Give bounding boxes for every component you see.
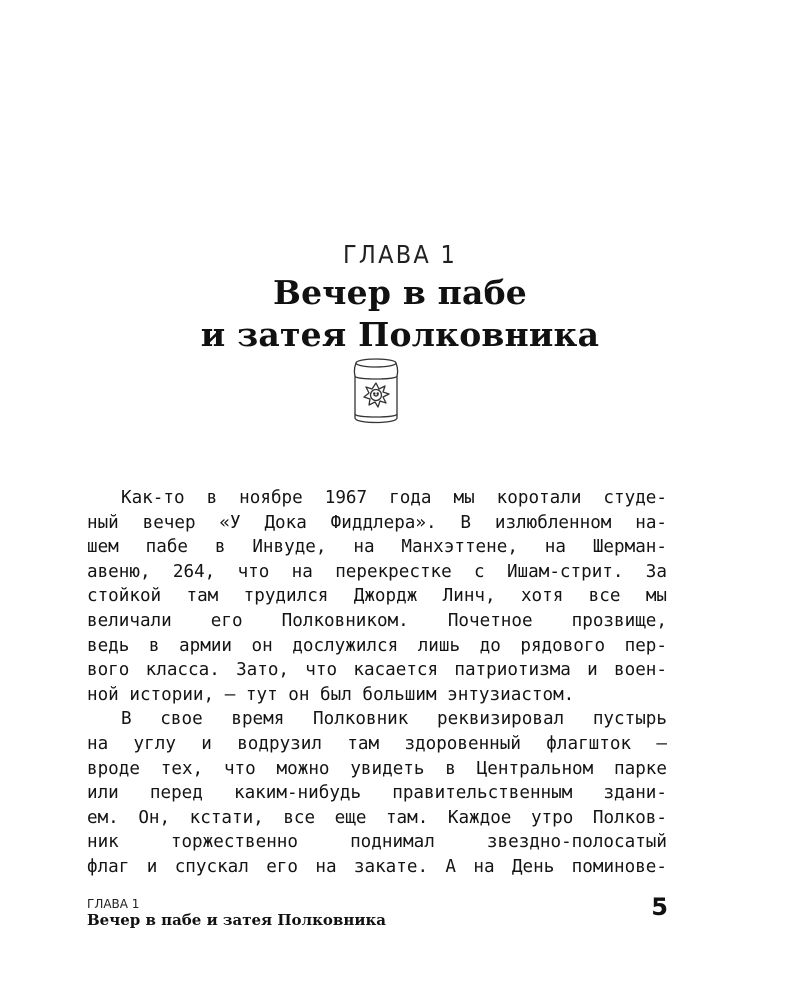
running-footer-title: Вечер в пабе и затея Полковника (87, 911, 387, 929)
body-line: флаг и спускал его на закате. А на День поминове- (87, 856, 667, 877)
body-line: ник торжественно поднимал звездно-полосатый (87, 832, 667, 853)
page-number: 5 (651, 893, 668, 921)
body-line: вого класса. Зато, что касается патриотизма и воен- (87, 660, 667, 681)
body-text (87, 486, 667, 880)
running-footer-chapter: ГЛАВА 1 (87, 897, 140, 911)
body-line: ведь в армии он дослужился лишь до рядового пер- (87, 635, 667, 656)
chapter-title-line-2: и затея Полковника (200, 315, 600, 354)
chapter-title-line-1: Вечер в пабе (273, 273, 527, 312)
body-line: ем. Он, кстати, все еще там. Каждое утро Полков- (87, 807, 667, 828)
body-line: величали его Полковником. Почетное прозвище, (87, 610, 667, 631)
chapter-label: ГЛАВА 1 (342, 240, 458, 269)
body-line: или перед каким-нибудь правительственным здани- (87, 783, 667, 804)
body-line: стойкой там трудился Джордж Линч, хотя все мы (87, 586, 667, 607)
body-line: авеню, 264, что на перекрестке с Ишам-стрит. За (87, 561, 667, 582)
tin-can-with-sun-icon (349, 356, 403, 430)
body-line: шем пабе в Инвуде, на Манхэттене, на Шерман- (87, 537, 667, 558)
body-line: ной истории, — тут он был большим энтузиастом. (87, 684, 575, 705)
body-line: вроде тех, что можно увидеть в Центральном парке (87, 758, 667, 779)
body-line: на углу и водрузил там здоровенный флагшток — (87, 733, 667, 754)
body-line: ный вечер «У Дока Фиддлера». В излюбленном на- (87, 512, 667, 533)
chapter-title (0, 272, 800, 356)
body-line: В свое время Полковник реквизировал пустырь (121, 709, 667, 730)
body-line: Как-то в ноябре 1967 года мы коротали студе- (121, 488, 667, 508)
